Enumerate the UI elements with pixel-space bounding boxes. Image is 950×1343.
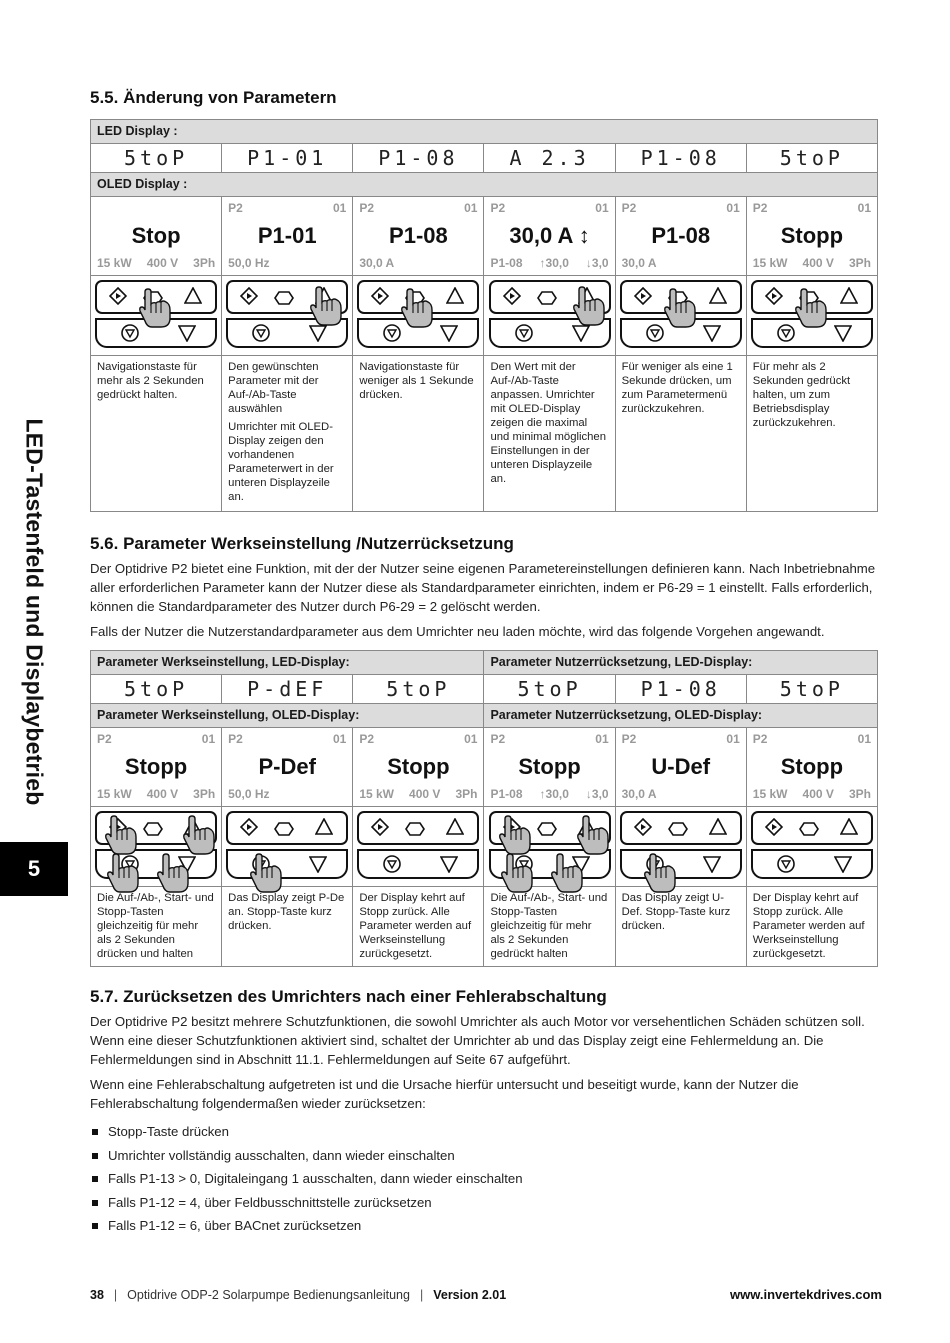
list-item: Umrichter vollständig ausschalten, dann wieder einschalten: [90, 1144, 878, 1168]
oled-param-index: 01: [595, 732, 609, 746]
oled-param-group: P2: [228, 732, 243, 746]
start-key-icon: [371, 818, 389, 836]
navigate-key-icon: [143, 820, 163, 838]
oled-param-index: 01: [857, 201, 871, 215]
oled-status-item: 400 V: [146, 786, 179, 801]
oled-status-line: [222, 252, 353, 276]
document-title: Optidrive ODP-2 Solarpumpe Bedienungsanleitung: [127, 1288, 410, 1302]
start-key-icon: [503, 287, 521, 305]
keypad-cell: [746, 807, 877, 887]
step-description: [353, 887, 484, 967]
down-key-icon: [834, 324, 852, 342]
down-key-icon: [703, 324, 721, 342]
oled-header: [353, 197, 484, 221]
led-cell: P1-01: [222, 144, 353, 173]
start-key-icon: [634, 287, 652, 305]
description-text: Navigationstaste für mehr als 2 Sekunden gedrückt halten.: [97, 361, 204, 401]
down-key-icon: [309, 855, 327, 873]
param-change-table: [90, 119, 878, 512]
oled-param-group: P2: [97, 732, 112, 746]
led-cell: P1-08: [615, 675, 746, 704]
step-description: [746, 887, 877, 967]
keypad-cell: [222, 276, 353, 356]
navigate-key-icon: [668, 820, 688, 838]
up-key-icon: [840, 287, 858, 305]
oled-header: [746, 728, 877, 752]
oled-status-line: [615, 252, 746, 276]
oled-param-index: 01: [332, 201, 347, 215]
pressing-hand-icon: [499, 853, 535, 893]
oled-status-item: P1-08: [490, 786, 523, 801]
description-text: Für mehr als 2 Sekunden gedrückt halten, um zum Betriebsdisplay zurückzukehren.: [752, 361, 851, 429]
page-footer: 38 | Optidrive ODP-2 Solarpumpe Bedienungsanleitung | Version 2.01 www.invertekdrives.com: [90, 1287, 882, 1302]
oled-param-index: 01: [464, 201, 478, 215]
keypad: [489, 280, 611, 350]
oled-status-line: [484, 252, 615, 276]
oled-param-index: 01: [332, 732, 347, 746]
navigate-key-icon: [274, 820, 294, 838]
up-key-icon: [446, 287, 464, 305]
paragraph: Wenn eine Fehlerabschaltung aufgetreten ist und die Ursache hierfür untersucht und beseitigt wurde, kann der Nutzer die Fehlerabschaltung folgendermaßen wieder zurücksetzen:: [90, 1077, 799, 1111]
stop-key-icon: [515, 324, 533, 342]
start-key-icon: [634, 818, 652, 836]
oled-main-value: 30,0 A ↕: [484, 221, 615, 252]
oled-status-item: 3Ph: [848, 786, 871, 801]
oled-header: [91, 728, 222, 752]
description-text: Das Display zeigt U-Def. Stopp-Taste kurz drücken.: [621, 892, 731, 932]
oled-status-item: 30,0 A: [359, 255, 395, 270]
oled-status-item: 15 kW: [97, 255, 132, 270]
keypad-cell: [353, 276, 484, 356]
chapter-title: LED-Tastenfeld und Displaybetrieb: [21, 418, 48, 806]
oled-status-item: 400 V: [802, 255, 834, 270]
oled-param-index: 01: [726, 732, 740, 746]
keypad: [620, 280, 742, 350]
oled-status-line: [746, 252, 877, 276]
navigate-key-icon: [537, 820, 557, 838]
oled-param-group: P2: [752, 732, 768, 746]
keypad: [620, 811, 742, 881]
keypad-cell: [91, 807, 222, 887]
oled-status-item: 50,0 Hz: [228, 255, 270, 270]
up-key-icon: [709, 818, 727, 836]
version-label: Version 2.01: [433, 1288, 507, 1302]
description-text: Der Display kehrt auf Stopp zurück. Alle Parameter werden auf Werkseinstellung zurückgesetzt.: [359, 892, 472, 960]
keypad: [751, 811, 873, 881]
main-content: [90, 88, 878, 1238]
page-number: 38: [90, 1288, 104, 1302]
oled-status-item: ↑30,0: [539, 786, 569, 801]
paragraph: Der Optidrive P2 besitzt mehrere Schutzfunktionen, die sowohl Umrichter als auch Motor vor versehentlichen Schäden schützen soll. Wenn eine dieser Schutzfunktionen aktiviert sind, schaltet der Umrichter ab und das Display zeigt eine Fehlermeldung an. Die Fehlermeldungen sind in Abschnitt 11.1. Fehlermeldungen auf Seite 67 aufgeführt.: [90, 1014, 865, 1067]
oled-main-value: Stopp: [91, 752, 222, 783]
oled-main-value: P1-01: [222, 221, 353, 252]
keypad-cell: [746, 276, 877, 356]
oled-header: [746, 197, 877, 221]
down-key-icon: [309, 324, 327, 342]
step-description: [615, 356, 746, 512]
user-oled-label: Parameter Nutzerrücksetzung, OLED-Display:: [484, 704, 878, 728]
up-key-icon: [315, 818, 333, 836]
oled-status-item: ↑30,0: [539, 255, 569, 270]
pressing-hand-icon: [308, 286, 344, 326]
keypad-bottom-row: [751, 849, 873, 879]
oled-status-line: [484, 783, 615, 807]
start-key-icon: [240, 287, 258, 305]
led-cell: A 2.3: [484, 144, 615, 173]
factory-led-label: Parameter Werkseinstellung, LED-Display:: [91, 651, 484, 675]
step-description: [746, 356, 877, 512]
section-5-7-title: 5.7. Zurücksetzen des Umrichters nach einer Fehlerabschaltung: [90, 987, 607, 1006]
led-cell: 5toP: [353, 675, 484, 704]
list-item: Falls P1-12 = 6, über BACnet zurücksetzen: [90, 1214, 878, 1238]
oled-param-group: P2: [359, 201, 374, 215]
description-text: Navigationstaste für weniger als 1 Sekunde drücken.: [359, 361, 474, 401]
pressing-hand-icon: [662, 288, 698, 328]
pressing-hand-icon: [549, 853, 585, 893]
oled-main-value: Stopp: [746, 752, 877, 783]
factory-oled-label: Parameter Werkseinstellung, OLED-Display:: [91, 704, 484, 728]
section-5-5-title: 5.5. Änderung von Parametern: [90, 88, 337, 107]
oled-param-group: P2: [621, 201, 637, 215]
down-key-icon: [572, 324, 590, 342]
oled-header: [615, 728, 746, 752]
oled-param-group: P2: [490, 201, 506, 215]
oled-status-item: 15 kW: [752, 255, 788, 270]
oled-header: [484, 197, 615, 221]
keypad-cell: [615, 807, 746, 887]
pressing-hand-icon: [137, 288, 173, 328]
start-key-icon: [765, 287, 783, 305]
led-cell: 5toP: [746, 144, 877, 173]
oled-status-item: 15 kW: [97, 786, 132, 801]
oled-header: [222, 197, 353, 221]
oled-status-line: [91, 783, 222, 807]
keypad: [357, 280, 479, 350]
step-description: [484, 356, 615, 512]
oled-status-line: [746, 783, 877, 807]
down-key-icon: [178, 324, 196, 342]
factory-reset-table: [90, 650, 878, 967]
step-description: [615, 887, 746, 967]
keypad: [226, 811, 348, 881]
description-text: Die Auf-/Ab-, Start- und Stopp-Tasten gleichzeitig für mehr als 2 Sekunden gedrückt halten: [490, 892, 608, 960]
oled-param-group: P2: [490, 732, 506, 746]
pressing-hand-icon: [793, 288, 829, 328]
up-key-icon: [709, 287, 727, 305]
description-text: Das Display zeigt P-De an. Stopp-Taste kurz drücken.: [228, 892, 345, 932]
oled-header: [615, 197, 746, 221]
stop-key-icon: [383, 855, 401, 873]
navigate-key-icon: [537, 289, 557, 307]
oled-status-item: ↓3,0: [585, 786, 609, 801]
pressing-hand-icon: [181, 815, 217, 855]
paragraph: Falls der Nutzer die Nutzerstandardparameter aus dem Umrichter neu laden möchte, wird das folgende Vorgehen angewandt.: [90, 624, 825, 639]
oled-param-index: 01: [464, 732, 478, 746]
led-cell: P-dEF: [222, 675, 353, 704]
oled-param-group: P2: [752, 201, 768, 215]
oled-main-value: Stopp: [353, 752, 484, 783]
oled-header: [222, 728, 353, 752]
list-item: Stopp-Taste drücken: [90, 1120, 878, 1144]
pressing-hand-icon: [497, 815, 533, 855]
oled-status-item: 400 V: [409, 786, 441, 801]
down-key-icon: [440, 324, 458, 342]
description-text: Der Display kehrt auf Stopp zurück. Alle Parameter werden auf Werkseinstellung zurückgesetzt.: [752, 892, 865, 960]
step-description: [484, 887, 615, 967]
oled-param-group: P2: [359, 732, 374, 746]
keypad-cell: [615, 276, 746, 356]
stop-key-icon: [777, 855, 795, 873]
step-description: [91, 356, 222, 512]
keypad: [226, 280, 348, 350]
chapter-number: 5: [0, 842, 68, 896]
oled-status-item: 30,0 A: [621, 786, 657, 801]
up-key-icon: [184, 287, 202, 305]
keypad-cell: [91, 276, 222, 356]
oled-param-group: P2: [228, 201, 243, 215]
oled-header: [484, 728, 615, 752]
pressing-hand-icon: [399, 288, 435, 328]
oled-main-value: P1-08: [353, 221, 484, 252]
keypad-bottom-row: [620, 849, 742, 879]
oled-status-item: 3Ph: [193, 255, 216, 270]
list-item: Falls P1-12 = 4, über Feldbusschnittstelle zurücksetzen: [90, 1191, 878, 1215]
pressing-hand-icon: [103, 815, 139, 855]
pressing-hand-icon: [105, 853, 141, 893]
oled-status-item: P1-08: [490, 255, 523, 270]
keypad: [95, 280, 217, 350]
led-display-label: LED Display :: [91, 120, 878, 144]
keypad: [357, 811, 479, 881]
user-led-label: Parameter Nutzerrücksetzung, LED-Display:: [484, 651, 878, 675]
keypad: [95, 811, 217, 881]
oled-status-item: 3Ph: [193, 786, 216, 801]
oled-param-index: 01: [595, 201, 609, 215]
led-cell: 5toP: [91, 675, 222, 704]
down-key-icon: [440, 855, 458, 873]
led-cell: 5toP: [91, 144, 222, 173]
pressing-hand-icon: [571, 286, 607, 326]
oled-header: [353, 728, 484, 752]
start-key-icon: [765, 818, 783, 836]
led-cell: P1-08: [615, 144, 746, 173]
navigate-key-icon: [799, 820, 819, 838]
keypad-cell: [484, 807, 615, 887]
oled-status-line: [91, 252, 222, 276]
oled-param-index: 01: [201, 732, 216, 746]
up-key-icon: [840, 818, 858, 836]
oled-status-item: 3Ph: [848, 255, 871, 270]
oled-status-item: 400 V: [802, 786, 834, 801]
pressing-hand-icon: [248, 853, 284, 893]
description-text: Den Wert mit der Auf-/Ab-Taste anpassen. Umrichter mit OLED-Display zeigen die maximal und minimal möglichen Einstellungen in der unteren Displayzeile an.: [490, 361, 607, 485]
oled-main-value: Stop: [91, 221, 222, 252]
paragraph: Der Optidrive P2 bietet eine Funktion, mit der der Nutzer seine eigenen Parametereinstellungen definieren kann. Nach Inbetriebnahme aller erforderlichen Parameter kann der Nutzer diese als Standardparameter einrichten, indem er P6-29 = 1 einstellt. Falls erforderlich, können die Standardparameter des Nutzer durch P6-29 = 2 gelöscht werden.: [90, 561, 876, 614]
oled-status-item: 50,0 Hz: [228, 786, 270, 801]
reset-options-list: [90, 1120, 878, 1238]
oled-status-item: 15 kW: [752, 786, 788, 801]
oled-display-label: OLED Display :: [91, 173, 878, 197]
oled-status-line: [615, 783, 746, 807]
oled-status-line: [222, 783, 353, 807]
oled-main-value: P1-08: [615, 221, 746, 252]
section-5-6-title: 5.6. Parameter Werkseinstellung /Nutzerrücksetzung: [90, 534, 514, 553]
description-text: Für weniger als eine 1 Sekunde drücken, um zum Parametermenü zurückzukehren.: [621, 361, 733, 415]
oled-status-item: ↓3,0: [585, 255, 609, 270]
chapter-tab: [0, 390, 68, 840]
stop-key-icon: [252, 324, 270, 342]
down-key-icon: [834, 855, 852, 873]
step-description: [353, 356, 484, 512]
oled-header: [91, 197, 222, 221]
down-key-icon: [703, 855, 721, 873]
step-description: [222, 356, 353, 512]
website-link[interactable]: www.invertekdrives.com: [730, 1287, 882, 1302]
description-text: Den gewünschten Parameter mit der Auf-/Ab-Taste auswählen: [228, 361, 319, 415]
oled-param-index: 01: [857, 732, 871, 746]
description-text: Umrichter mit OLED-Display zeigen den vorhandenen Parameterwert in der unteren Displayzeile an.: [228, 421, 334, 503]
oled-status-item: 3Ph: [455, 786, 478, 801]
description-text: Die Auf-/Ab-, Start- und Stopp-Tasten gleichzeitig für mehr als 2 Sekunden drücken und halten: [97, 892, 214, 960]
start-key-icon: [109, 287, 127, 305]
oled-status-line: [353, 252, 484, 276]
oled-status-item: 400 V: [146, 255, 179, 270]
keypad-bottom-row: [357, 849, 479, 879]
oled-param-group: P2: [621, 732, 637, 746]
oled-status-item: 15 kW: [359, 786, 394, 801]
oled-main-value: Stopp: [484, 752, 615, 783]
keypad-cell: [484, 276, 615, 356]
navigate-key-icon: [274, 289, 294, 307]
pressing-hand-icon: [575, 815, 611, 855]
keypad: [751, 280, 873, 350]
keypad: [489, 811, 611, 881]
pressing-hand-icon: [155, 853, 191, 893]
led-cell: 5toP: [484, 675, 615, 704]
pressing-hand-icon: [642, 853, 678, 893]
oled-status-line: [353, 783, 484, 807]
start-key-icon: [240, 818, 258, 836]
led-cell: 5toP: [746, 675, 877, 704]
step-description: [91, 887, 222, 967]
oled-param-index: 01: [726, 201, 740, 215]
start-key-icon: [371, 287, 389, 305]
navigate-key-icon: [405, 820, 425, 838]
step-description: [222, 887, 353, 967]
oled-main-value: U-Def: [615, 752, 746, 783]
list-item: Falls P1-13 > 0, Digitaleingang 1 ausschalten, dann wieder einschalten: [90, 1167, 878, 1191]
keypad-bottom-row: [226, 849, 348, 879]
oled-main-value: P-Def: [222, 752, 353, 783]
up-key-icon: [446, 818, 464, 836]
keypad-cell: [353, 807, 484, 887]
led-cell: P1-08: [353, 144, 484, 173]
oled-main-value: Stopp: [746, 221, 877, 252]
keypad-cell: [222, 807, 353, 887]
oled-status-item: 30,0 A: [621, 255, 657, 270]
